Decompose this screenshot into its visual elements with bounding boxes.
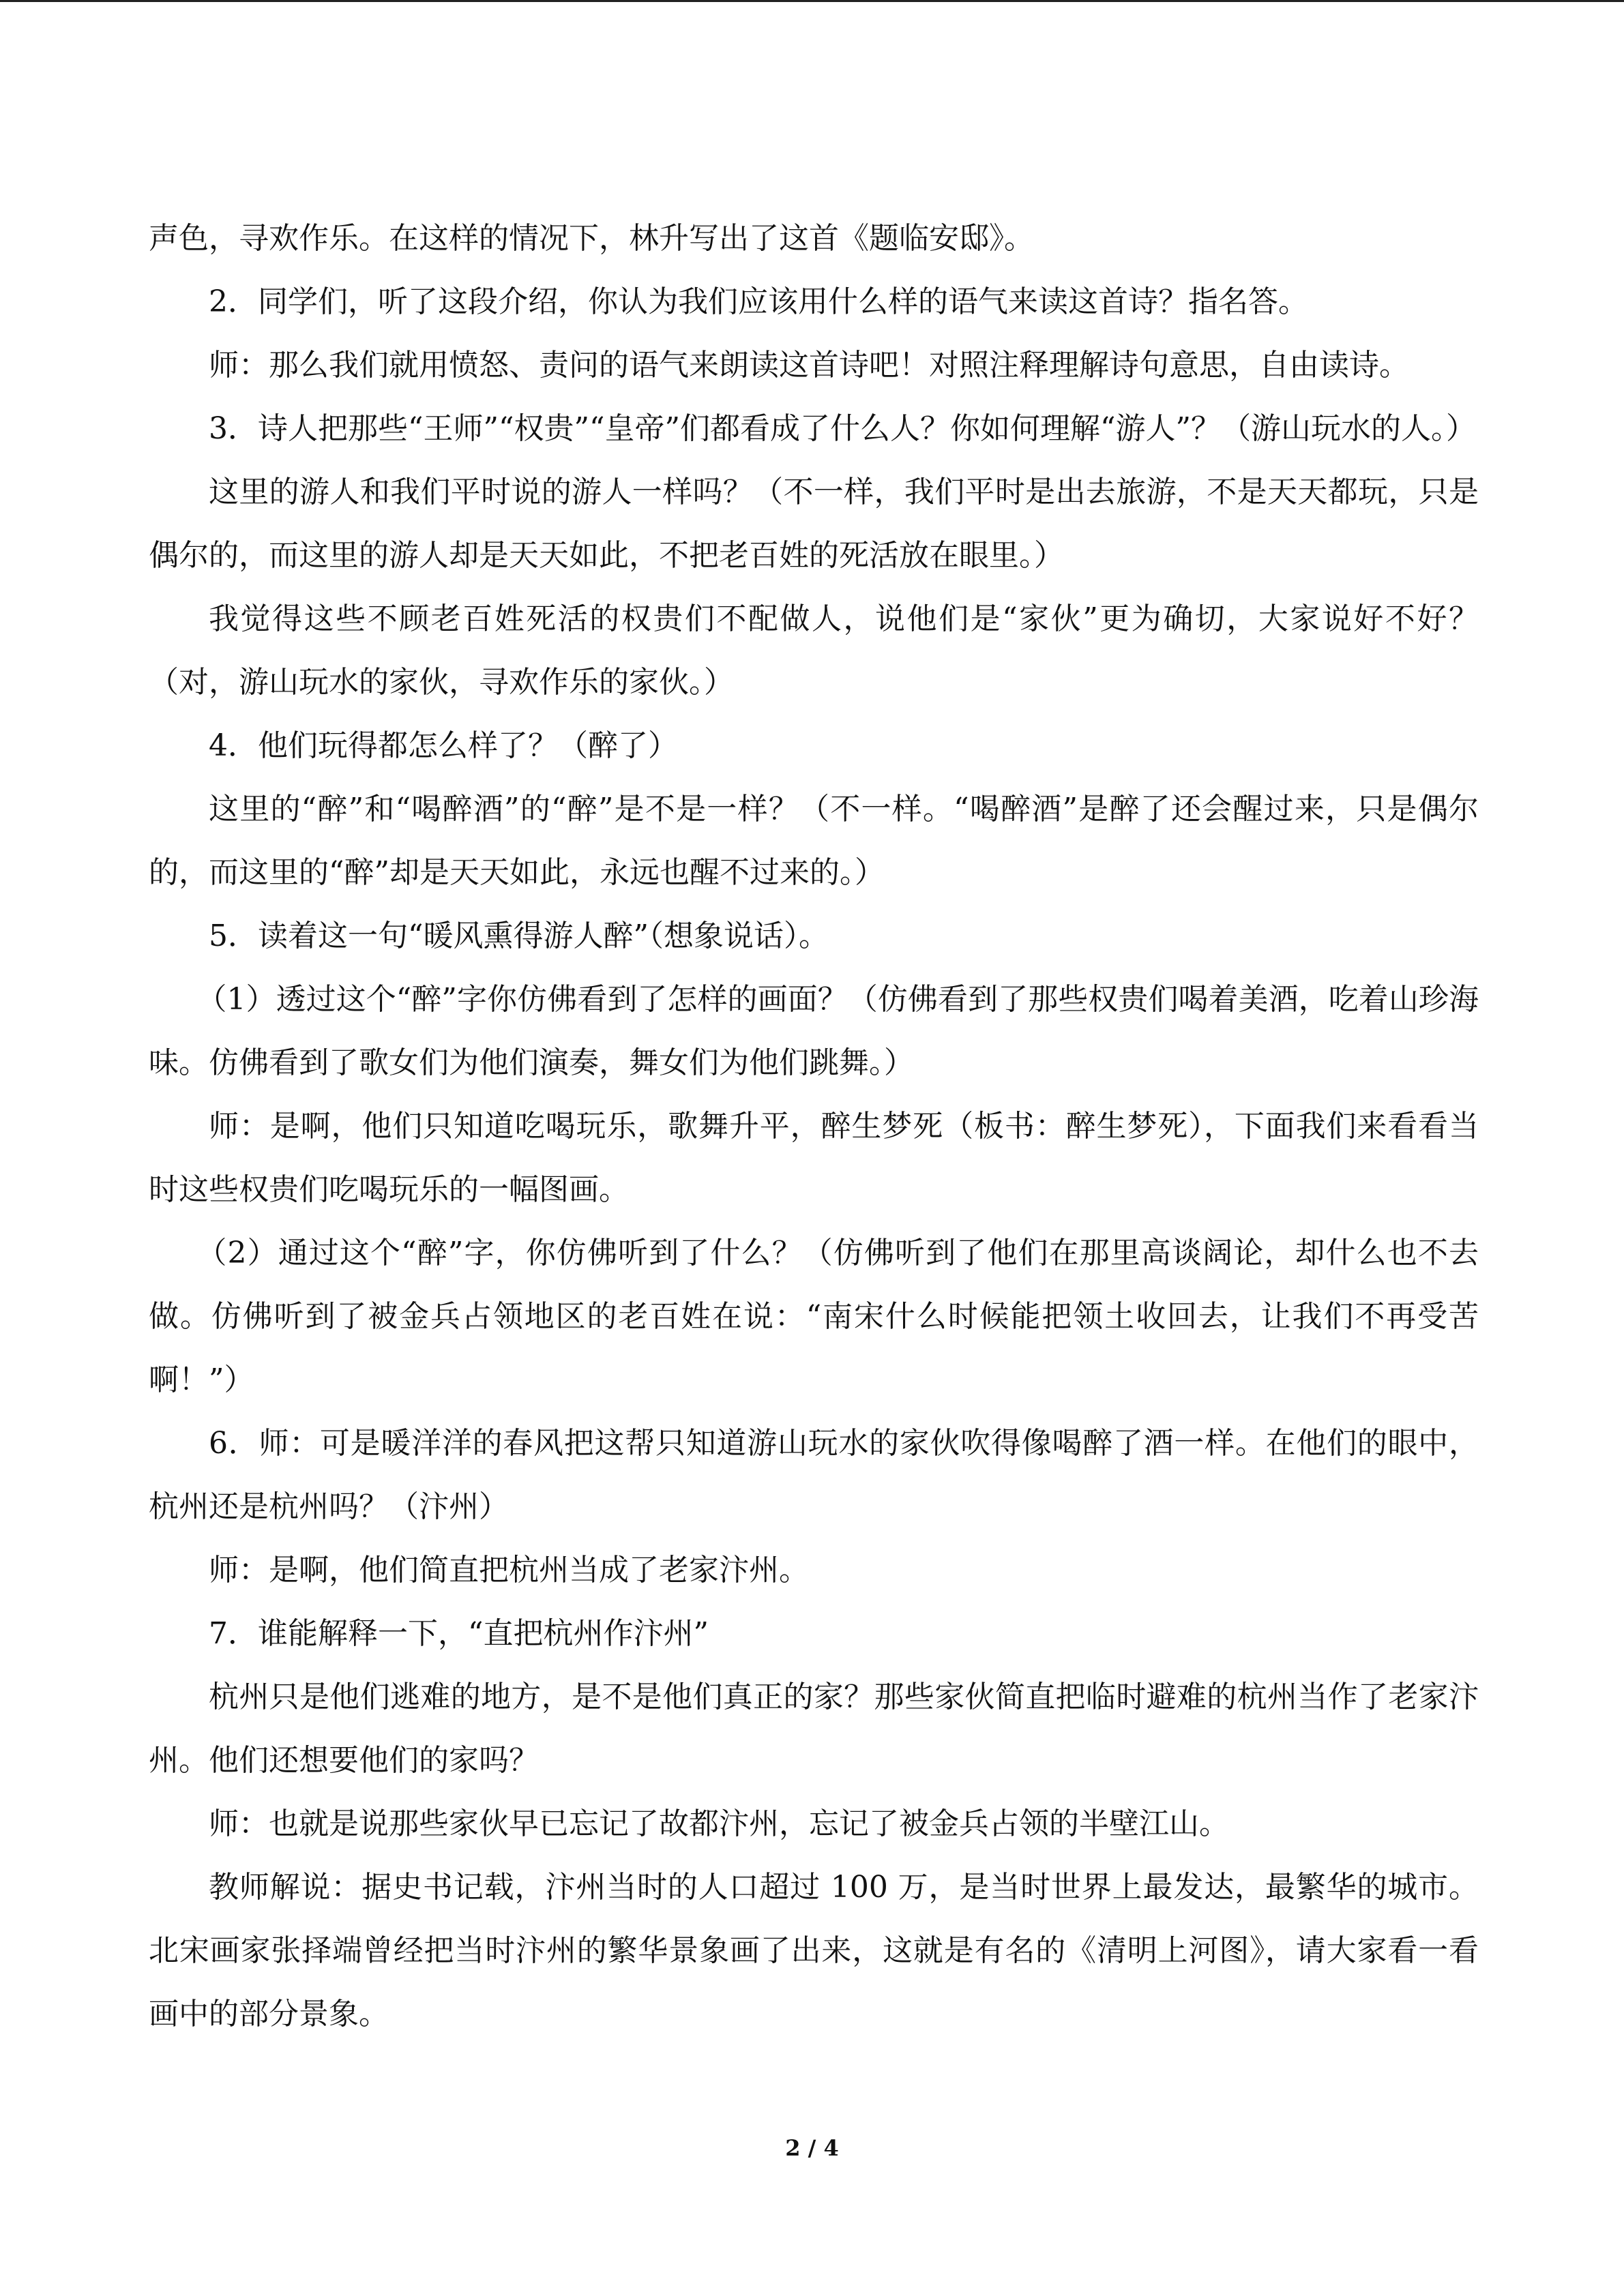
paragraph-5: 这里的游人和我们平时说的游人一样吗？（不一样，我们平时是出去旅游，不是天天都玩，只是偶尔的，而这里的游人却是天天如此，不把老百姓的死活放在眼里。） [149,475,1479,573]
page-number: 2 / 4 [785,2135,839,2161]
document-body [149,207,1479,2046]
paragraph-13: 6．师：可是暖洋洋的春风把这帮只知道游山玩水的家伙吹得像喝醉了酒一样。在他们的眼中，杭州还是杭州吗？（汴州） [149,1426,1479,1524]
paragraph-12: （2）通过这个“醉”字，你仿佛听到了什么？（仿佛听到了他们在那里高谈阔论，却什么也不去做。仿佛听到了被金兵占领地区的老百姓在说：“南宋什么时候能把领土收回去，让我们不再受苦啊！”） [149,1236,1479,1397]
paragraph-10: （1）透过这个“醉”字你仿佛看到了怎样的画面？（仿佛看到了那些权贵们喝着美酒，吃着山珍海味。仿佛看到了歌女们为他们演奏，舞女们为他们跳舞。） [149,982,1479,1080]
paragraph-9: 5．读着这一句“暖风熏得游人醉”（想象说话）。 [209,919,829,953]
paragraph-6: 我觉得这些不顾老百姓死活的权贵们不配做人，说他们是“家伙”更为确切，大家说好不好？（对，游山玩水的家伙，寻欢作乐的家伙。） [149,601,1479,700]
paragraph-8: 这里的“醉”和“喝醉酒”的“醉”是不是一样？（不一样。“喝醉酒”是醉了还会醒过来，只是偶尔的，而这里的“醉”却是天天如此，永远也醒不过来的。） [149,792,1479,890]
paragraph-14: 师：是啊，他们简直把杭州当成了老家汴州。 [209,1553,809,1587]
paragraph-17: 师：也就是说那些家伙早已忘记了故都汴州，忘记了被金兵占领的半壁江山。 [209,1806,1229,1841]
paragraph-2: 2．同学们，听了这段介绍，你认为我们应该用什么样的语气来读这首诗？指名答。 [209,284,1308,319]
paragraph-7: 4．他们玩得都怎么样了？（醉了） [209,728,678,763]
paragraph-1: 声色，寻欢作乐。在这样的情况下，林升写出了这首《题临安邸》。 [149,221,1034,256]
paragraph-18: 教师解说：据史书记载，汴州当时的人口超过 100 万，是当时世界上最发达，最繁华的城市。北宋画家张择端曾经把当时汴州的繁华景象画了出来，这就是有名的《清明上河图》，请大家看一看画中的部分景象。 [149,1870,1479,2031]
paragraph-3: 师：那么我们就用愤怒、责问的语气来朗读这首诗吧！对照注释理解诗句意思，自由读诗。 [209,348,1409,383]
paragraph-4: 3．诗人把那些“王师”“权贵”“皇帝”们都看成了什么人？你如何理解“游人”？（游山玩水的人。） [209,411,1476,446]
paragraph-11: 师：是啊，他们只知道吃喝玩乐，歌舞升平，醉生梦死（板书：醉生梦死），下面我们来看看当时这些权贵们吃喝玩乐的一幅图画。 [149,1109,1479,1207]
paragraph-16: 杭州只是他们逃难的地方，是不是他们真正的家？那些家伙简直把临时避难的杭州当作了老家汴州。他们还想要他们的家吗？ [149,1680,1479,1778]
paragraph-15: 7．谁能解释一下，“直把杭州作汴州” [209,1616,709,1651]
